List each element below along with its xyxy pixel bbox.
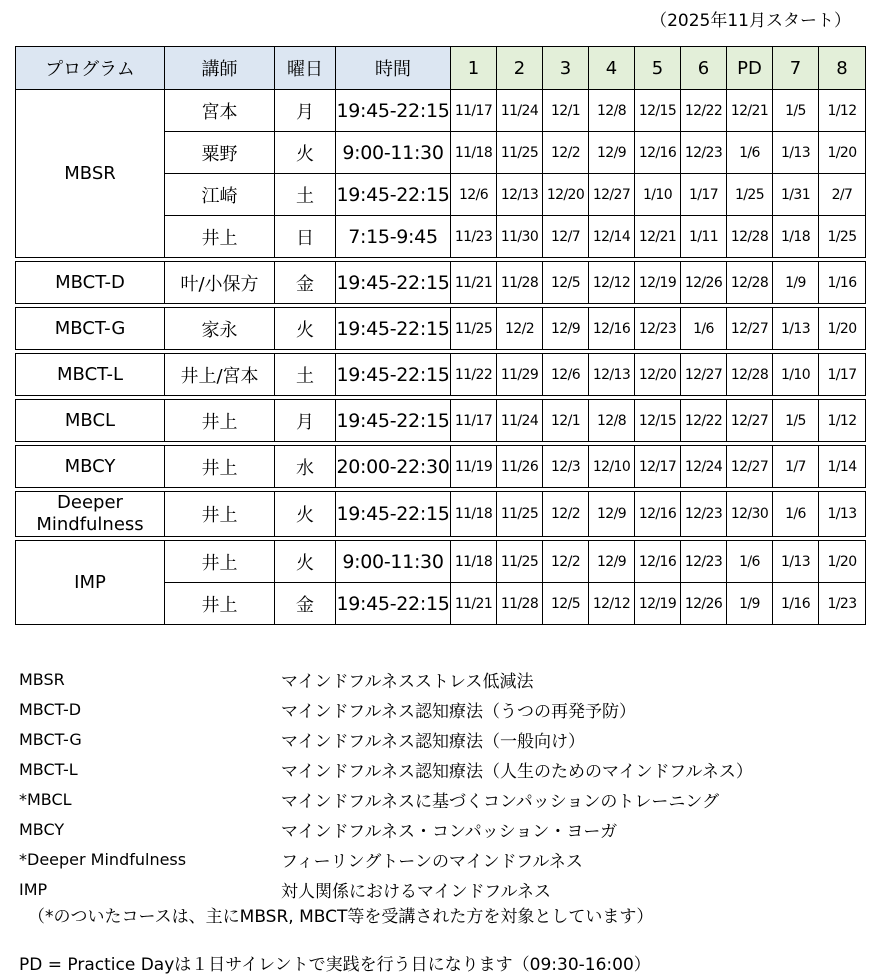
- legend-desc: マインドフルネス認知療法（人生のためのマインドフルネス）: [281, 761, 753, 782]
- session-date-cell: 12/28: [727, 354, 773, 396]
- session-date-cell: 1/6: [681, 308, 727, 350]
- day-cell: 火: [275, 492, 336, 537]
- session-date-cell: 12/28: [727, 216, 773, 258]
- legend-item: [19, 664, 859, 694]
- table-row: [16, 354, 866, 396]
- day-cell: 土: [275, 174, 336, 216]
- session-date-cell: 12/15: [635, 400, 681, 442]
- legend-desc: 対人関係におけるマインドフルネス: [281, 881, 551, 902]
- legend-abbr: MBSR: [19, 669, 65, 689]
- day-cell: 金: [275, 262, 336, 304]
- session-date-cell: 12/3: [543, 446, 589, 488]
- day-cell: 金: [275, 583, 336, 625]
- session-date-cell: 12/2: [543, 541, 589, 583]
- session-date-cell: 12/2: [543, 132, 589, 174]
- legend-desc: マインドフルネス認知療法（一般向け）: [281, 731, 585, 752]
- legend-item: [19, 844, 859, 874]
- session-date-cell: 11/30: [497, 216, 543, 258]
- header-session-2: 2: [497, 47, 543, 90]
- table-row: [16, 262, 866, 304]
- legend-desc: フィーリングトーンのマインドフルネス: [281, 851, 583, 872]
- session-date-cell: 1/18: [773, 216, 819, 258]
- legend-item: [19, 724, 859, 754]
- header-session-1: 1: [451, 47, 497, 90]
- session-date-cell: 12/20: [543, 174, 589, 216]
- table-row: [16, 492, 866, 537]
- session-date-cell: 1/12: [819, 400, 866, 442]
- day-cell: 火: [275, 308, 336, 350]
- program-cell: MBCT-D: [16, 262, 165, 304]
- time-cell: 19:45-22:15: [336, 400, 451, 442]
- session-date-cell: 12/2: [543, 492, 589, 537]
- legend-abbr: MBCT-G: [19, 729, 82, 749]
- session-date-cell: 11/28: [497, 583, 543, 625]
- session-date-cell: 12/12: [589, 583, 635, 625]
- teacher-cell: 井上: [165, 583, 275, 625]
- time-cell: 19:45-22:15: [336, 262, 451, 304]
- session-date-cell: 1/20: [819, 132, 866, 174]
- teacher-cell: 粟野: [165, 132, 275, 174]
- session-date-cell: 12/6: [543, 354, 589, 396]
- session-date-cell: 1/10: [773, 354, 819, 396]
- day-cell: 月: [275, 400, 336, 442]
- legend-desc: マインドフルネスストレス低減法: [281, 671, 534, 692]
- session-date-cell: 12/27: [727, 446, 773, 488]
- session-date-cell: 1/31: [773, 174, 819, 216]
- session-date-cell: 11/25: [497, 541, 543, 583]
- time-cell: 7:15-9:45: [336, 216, 451, 258]
- session-date-cell: 1/14: [819, 446, 866, 488]
- session-date-cell: 12/23: [635, 308, 681, 350]
- legend-note: （*のついたコースは、主にMBSR, MBCT等を受講された方を対象としています）: [28, 907, 654, 927]
- time-cell: 20:00-22:30: [336, 446, 451, 488]
- time-cell: 9:00-11:30: [336, 541, 451, 583]
- legend-desc: マインドフルネス・コンパッション・ヨーガ: [281, 821, 618, 842]
- session-date-cell: 11/26: [497, 446, 543, 488]
- header-session-pd: PD: [727, 47, 773, 90]
- legend-item: [19, 754, 859, 784]
- day-cell: 月: [275, 90, 336, 132]
- session-date-cell: 12/16: [589, 308, 635, 350]
- legend-abbr: *Deeper Mindfulness: [19, 849, 187, 869]
- session-date-cell: 12/1: [543, 90, 589, 132]
- time-cell: 9:00-11:30: [336, 132, 451, 174]
- legend-abbr: MBCY: [19, 819, 65, 839]
- session-date-cell: 11/25: [451, 308, 497, 350]
- session-date-cell: 1/11: [681, 216, 727, 258]
- session-date-cell: 12/27: [589, 174, 635, 216]
- session-date-cell: 1/6: [773, 492, 819, 537]
- time-cell: 19:45-22:15: [336, 174, 451, 216]
- teacher-cell: 井上: [165, 492, 275, 537]
- session-date-cell: 12/30: [727, 492, 773, 537]
- teacher-cell: 叶/小保方: [165, 262, 275, 304]
- table-row: [16, 446, 866, 488]
- session-date-cell: 1/6: [727, 132, 773, 174]
- session-date-cell: 1/17: [681, 174, 727, 216]
- legend-abbr: IMP: [19, 879, 48, 899]
- time-cell: 19:45-22:15: [336, 90, 451, 132]
- table-row: [16, 541, 866, 583]
- session-date-cell: 1/16: [773, 583, 819, 625]
- session-date-cell: 12/21: [727, 90, 773, 132]
- time-cell: 19:45-22:15: [336, 492, 451, 537]
- session-date-cell: 1/20: [819, 308, 866, 350]
- session-date-cell: 1/9: [727, 583, 773, 625]
- schedule-table: [15, 46, 866, 625]
- session-date-cell: 1/5: [773, 400, 819, 442]
- session-date-cell: 12/22: [681, 90, 727, 132]
- time-cell: 19:45-22:15: [336, 354, 451, 396]
- session-date-cell: 12/16: [635, 132, 681, 174]
- session-date-cell: 1/13: [773, 541, 819, 583]
- session-date-cell: 1/20: [819, 541, 866, 583]
- session-date-cell: 12/23: [681, 132, 727, 174]
- teacher-cell: 江崎: [165, 174, 275, 216]
- program-cell: MBCT-L: [16, 354, 165, 396]
- session-date-cell: 1/16: [819, 262, 866, 304]
- session-date-cell: 11/19: [451, 446, 497, 488]
- table-row: [16, 90, 866, 132]
- session-date-cell: 11/29: [497, 354, 543, 396]
- session-date-cell: 12/8: [589, 90, 635, 132]
- legend-desc: マインドフルネスに基づくコンパッションのトレーニング: [281, 791, 720, 812]
- teacher-cell: 宮本: [165, 90, 275, 132]
- day-cell: 火: [275, 132, 336, 174]
- teacher-cell: 井上/宮本: [165, 354, 275, 396]
- header-teacher: 講師: [165, 47, 275, 90]
- session-date-cell: 12/26: [681, 262, 727, 304]
- session-date-cell: 12/28: [727, 262, 773, 304]
- session-date-cell: 1/13: [773, 308, 819, 350]
- session-date-cell: 12/9: [543, 308, 589, 350]
- session-date-cell: 11/25: [497, 132, 543, 174]
- program-cell: Deeper Mindfulness: [16, 492, 165, 537]
- time-cell: 19:45-22:15: [336, 308, 451, 350]
- teacher-cell: 家永: [165, 308, 275, 350]
- legend-abbr: MBCT-L: [19, 759, 78, 779]
- header-session-4: 4: [589, 47, 635, 90]
- session-date-cell: 1/17: [819, 354, 866, 396]
- header-day: 曜日: [275, 47, 336, 90]
- session-date-cell: 12/5: [543, 262, 589, 304]
- session-date-cell: 2/7: [819, 174, 866, 216]
- session-date-cell: 12/24: [681, 446, 727, 488]
- session-date-cell: 12/9: [589, 541, 635, 583]
- legend-item: [19, 694, 859, 724]
- day-cell: 土: [275, 354, 336, 396]
- session-date-cell: 12/12: [589, 262, 635, 304]
- session-date-cell: 12/7: [543, 216, 589, 258]
- time-cell: 19:45-22:15: [336, 583, 451, 625]
- teacher-cell: 井上: [165, 446, 275, 488]
- table-row: [16, 308, 866, 350]
- session-date-cell: 11/24: [497, 90, 543, 132]
- session-date-cell: 11/18: [451, 492, 497, 537]
- legend-desc: マインドフルネス認知療法（うつの再発予防）: [281, 701, 636, 722]
- session-date-cell: 12/9: [589, 132, 635, 174]
- session-date-cell: 12/26: [681, 583, 727, 625]
- session-date-cell: 1/9: [773, 262, 819, 304]
- day-cell: 日: [275, 216, 336, 258]
- session-date-cell: 11/18: [451, 541, 497, 583]
- header-time: 時間: [336, 47, 451, 90]
- session-date-cell: 12/14: [589, 216, 635, 258]
- session-date-cell: 11/18: [451, 132, 497, 174]
- session-date-cell: 12/13: [497, 174, 543, 216]
- session-date-cell: 12/21: [635, 216, 681, 258]
- table-header-row: [16, 47, 866, 90]
- session-date-cell: 12/16: [635, 492, 681, 537]
- day-cell: 火: [275, 541, 336, 583]
- pd-note: PD = Practice Dayは１日サイレントで実践を行う日になります（09:30-16:00）: [19, 955, 651, 975]
- session-date-cell: 1/25: [727, 174, 773, 216]
- program-cell: MBCT-G: [16, 308, 165, 350]
- teacher-cell: 井上: [165, 216, 275, 258]
- session-date-cell: 11/23: [451, 216, 497, 258]
- session-date-cell: 12/27: [681, 354, 727, 396]
- session-date-cell: 1/5: [773, 90, 819, 132]
- header-program: プログラム: [16, 47, 165, 90]
- header-session-8: 8: [819, 47, 866, 90]
- session-date-cell: 12/22: [681, 400, 727, 442]
- session-date-cell: 11/25: [497, 492, 543, 537]
- session-date-cell: 1/7: [773, 446, 819, 488]
- session-date-cell: 12/23: [681, 492, 727, 537]
- session-date-cell: 12/10: [589, 446, 635, 488]
- session-date-cell: 12/9: [589, 492, 635, 537]
- legend-item: [19, 874, 859, 904]
- session-date-cell: 11/17: [451, 90, 497, 132]
- program-cell: MBSR: [16, 90, 165, 258]
- session-date-cell: 12/13: [589, 354, 635, 396]
- header-session-7: 7: [773, 47, 819, 90]
- teacher-cell: 井上: [165, 400, 275, 442]
- session-date-cell: 12/17: [635, 446, 681, 488]
- session-date-cell: 11/17: [451, 400, 497, 442]
- session-date-cell: 1/23: [819, 583, 866, 625]
- session-date-cell: 12/19: [635, 583, 681, 625]
- legend-item: [19, 814, 859, 844]
- session-date-cell: 12/15: [635, 90, 681, 132]
- header-session-6: 6: [681, 47, 727, 90]
- session-date-cell: 12/5: [543, 583, 589, 625]
- program-cell: MBCY: [16, 446, 165, 488]
- session-date-cell: 12/1: [543, 400, 589, 442]
- program-cell: MBCL: [16, 400, 165, 442]
- legend-item: [19, 784, 859, 814]
- session-date-cell: 12/8: [589, 400, 635, 442]
- header-session-5: 5: [635, 47, 681, 90]
- table-row: [16, 400, 866, 442]
- session-date-cell: 12/20: [635, 354, 681, 396]
- session-date-cell: 12/6: [451, 174, 497, 216]
- session-date-cell: 1/13: [819, 492, 866, 537]
- session-date-cell: 11/21: [451, 262, 497, 304]
- session-date-cell: 11/28: [497, 262, 543, 304]
- session-date-cell: 1/12: [819, 90, 866, 132]
- session-date-cell: 11/24: [497, 400, 543, 442]
- legend-abbr: *MBCL: [19, 789, 72, 809]
- session-date-cell: 1/6: [727, 541, 773, 583]
- day-cell: 水: [275, 446, 336, 488]
- session-date-cell: 12/23: [681, 541, 727, 583]
- session-date-cell: 1/13: [773, 132, 819, 174]
- session-date-cell: 1/25: [819, 216, 866, 258]
- session-date-cell: 1/10: [635, 174, 681, 216]
- schedule-body: [16, 90, 866, 625]
- legend-abbr: MBCT-D: [19, 699, 82, 719]
- program-cell: IMP: [16, 541, 165, 625]
- session-date-cell: 12/27: [727, 308, 773, 350]
- session-date-cell: 11/22: [451, 354, 497, 396]
- session-date-cell: 12/16: [635, 541, 681, 583]
- session-date-cell: 12/19: [635, 262, 681, 304]
- legend: [19, 664, 859, 904]
- header-session-3: 3: [543, 47, 589, 90]
- session-date-cell: 11/21: [451, 583, 497, 625]
- session-date-cell: 12/27: [727, 400, 773, 442]
- teacher-cell: 井上: [165, 541, 275, 583]
- start-note: （2025年11月スタート）: [650, 11, 851, 31]
- session-date-cell: 12/2: [497, 308, 543, 350]
